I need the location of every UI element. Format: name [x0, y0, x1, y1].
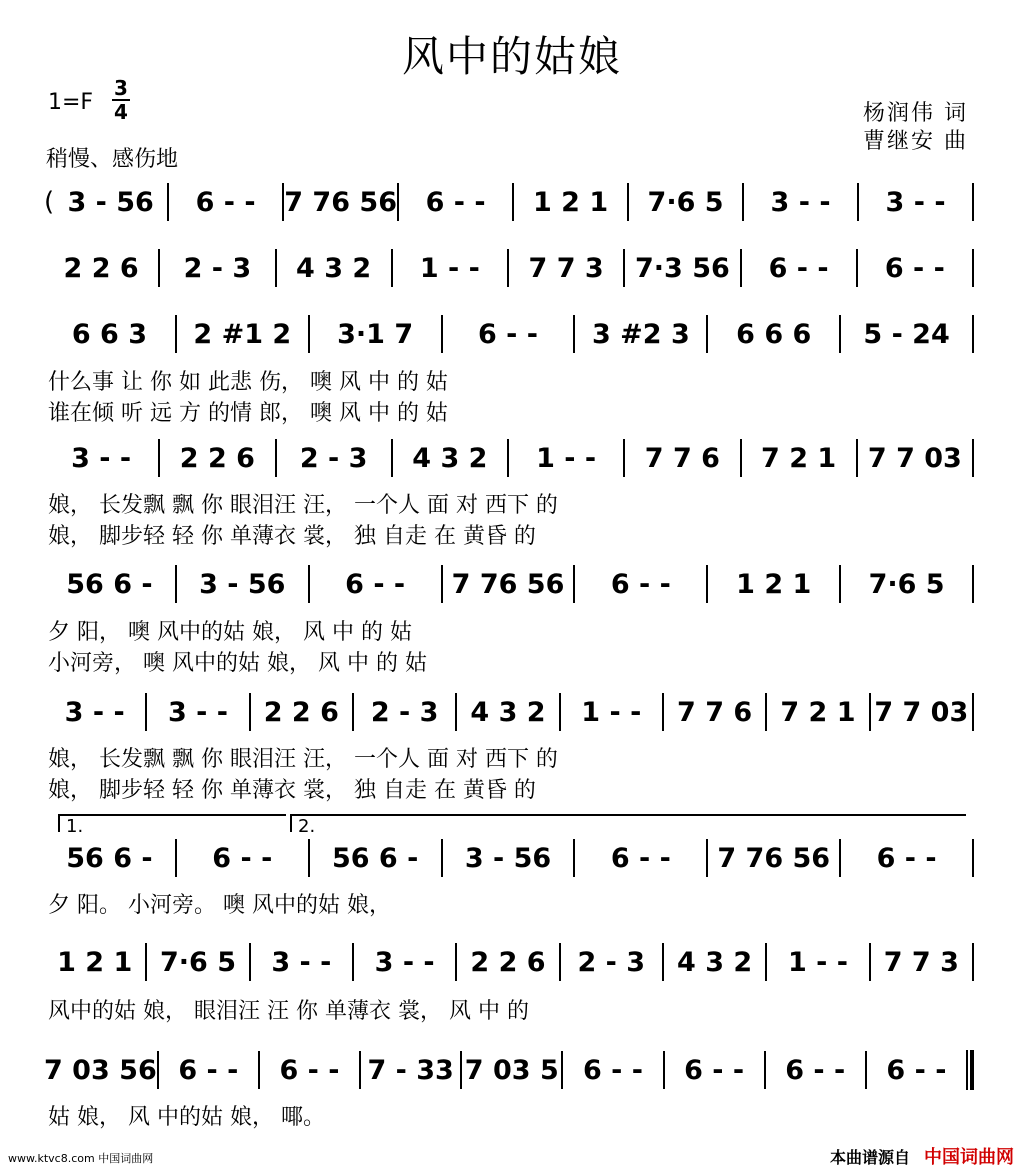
measure: 6 - -	[212, 842, 273, 874]
open-paren: (	[44, 187, 55, 217]
measure: 6 - -	[478, 318, 538, 350]
measure: 2 - 3	[299, 442, 368, 474]
measure: 2 - 3	[577, 946, 646, 978]
volta-second-ending	[290, 814, 966, 837]
barline	[972, 183, 974, 221]
volta-first-ending	[58, 814, 286, 837]
score-row-6	[44, 690, 974, 734]
lyric-line-5b: 小河旁， 噢 风中的姑 娘， 风 中 的 姑	[48, 651, 427, 676]
measure: 7 7 3	[528, 252, 604, 284]
lyric-line-6a: 娘， 长发飘 飘 你 眼泪汪 汪， 一个人 面 对 西下 的	[48, 747, 558, 772]
measure: 2 #1 2	[193, 318, 292, 350]
measure: 3 - -	[167, 696, 228, 728]
footer-source-label: 本曲谱源自	[829, 1148, 910, 1167]
measure: 1 - -	[787, 946, 848, 978]
measure: 5 - 24	[863, 318, 950, 350]
measure: 6 - -	[582, 1054, 643, 1086]
time-sig-bottom: 4	[114, 100, 128, 124]
lyric-line-5a: 夕 阳， 噢 风中的姑 娘， 风 中 的 姑	[48, 620, 412, 645]
score-row-3	[44, 312, 974, 356]
measure: 7 7 03	[867, 442, 962, 474]
measure: 6 - -	[425, 186, 486, 218]
measure: 7 7 03	[874, 696, 969, 728]
lyric-line-3a: 什么事 让 你 如 此悲 伤， 噢 风 中 的 姑	[48, 370, 448, 395]
measure: 1 - -	[536, 442, 597, 474]
measure: 1 - -	[419, 252, 480, 284]
measure: 3 - 56	[67, 186, 154, 218]
measure: 6 - -	[886, 1054, 947, 1086]
measure: 4 3 2	[296, 252, 372, 284]
barline	[972, 839, 974, 877]
lyric-line-9a: 姑 娘， 风 中的姑 娘， 㖿。	[48, 1105, 325, 1130]
measure: 3 - -	[885, 186, 946, 218]
measure: 2 2 6	[263, 696, 339, 728]
score-row-1	[44, 180, 974, 224]
measure: 3 - -	[64, 696, 125, 728]
score-row-2	[44, 246, 974, 290]
measure: 7·6 5	[647, 186, 724, 218]
page-title: 风中的姑娘	[401, 32, 622, 81]
measure: 6 - -	[876, 842, 937, 874]
measure: 6 - -	[684, 1054, 745, 1086]
score-row-7	[44, 836, 974, 880]
measure: 7 03 5	[464, 1054, 559, 1086]
measure: 7 2 1	[780, 696, 856, 728]
measure: 2 - 3	[183, 252, 252, 284]
key-signature: 1=F	[48, 90, 94, 115]
score-row-9	[44, 1048, 974, 1092]
lyric-line-4a: 娘， 长发飘 飘 你 眼泪汪 汪， 一个人 面 对 西下 的	[48, 493, 558, 518]
measure: 2 - 3	[370, 696, 439, 728]
lyricist-credit: 杨润伟 词	[863, 101, 968, 126]
measure: 7 76 56	[717, 842, 831, 874]
measure: 7·3 56	[634, 252, 730, 284]
measure: 56 6 -	[66, 568, 153, 600]
composer-credit: 曹继安 曲	[863, 129, 968, 154]
measure: 3 #2 3	[591, 318, 690, 350]
measure: 6 - -	[610, 842, 671, 874]
lyric-line-4b: 娘， 脚步轻 轻 你 单薄衣 裳， 独 自走 在 黄昏 的	[48, 524, 536, 549]
measure: 7 7 3	[883, 946, 959, 978]
measure: 7 76 56	[451, 568, 565, 600]
measure: 3·1 7	[337, 318, 414, 350]
measure: 3 - 56	[464, 842, 552, 874]
measure: 6 - -	[610, 568, 671, 600]
measure: 7 7 6	[677, 696, 753, 728]
lyric-line-6b: 娘， 脚步轻 轻 你 单薄衣 裳， 独 自走 在 黄昏 的	[48, 778, 536, 803]
measure: 2 2 6	[63, 252, 139, 284]
score-row-8	[44, 940, 974, 984]
measure: 6 6 6	[736, 318, 812, 350]
measure: 6 - -	[178, 1054, 239, 1086]
measure: 2 2 6	[179, 442, 255, 474]
measure: 7 7 6	[644, 442, 720, 474]
barline	[972, 565, 974, 603]
barline	[972, 943, 974, 981]
measure: 6 - -	[279, 1054, 340, 1086]
measure: 3 - -	[374, 946, 435, 978]
barline	[972, 249, 974, 287]
score-row-5	[44, 562, 974, 606]
measure: 4 3 2	[412, 442, 488, 474]
measure: 7 - 33	[367, 1054, 454, 1086]
footer-site-name: 中国词曲网	[924, 1147, 1014, 1168]
measure: 7·6 5	[868, 568, 945, 600]
measure: 6 - -	[884, 252, 945, 284]
measure: 2 2 6	[470, 946, 546, 978]
measure: 1 - -	[581, 696, 642, 728]
measure: 3 - 56	[199, 568, 286, 600]
time-signature	[112, 78, 130, 122]
final-barline	[966, 1050, 974, 1090]
measure: 6 - -	[345, 568, 406, 600]
measure: 1 2 1	[533, 186, 609, 218]
barline	[972, 315, 974, 353]
measure: 56 6 -	[331, 842, 419, 874]
measure: 56 6 -	[66, 842, 153, 874]
lyric-line-8a: 风中的姑 娘， 眼泪汪 汪 你 单薄衣 裳， 风 中 的	[48, 999, 529, 1024]
lyric-line-7a: 夕 阳。 小河旁。 噢 风中的姑 娘，	[48, 893, 391, 918]
measure: 7 76 56	[284, 186, 397, 218]
time-sig-top: 3	[114, 76, 128, 100]
lyric-line-3b: 谁在倾 听 远 方 的情 郎， 噢 风 中 的 姑	[48, 401, 448, 426]
measure: 7 03 56	[44, 1054, 157, 1086]
volta-first-label: 1.	[66, 816, 84, 837]
measure: 6 - -	[195, 186, 256, 218]
measure: 4 3 2	[470, 696, 546, 728]
measure: 6 - -	[768, 252, 829, 284]
measure: 3 - -	[770, 186, 831, 218]
measure: 3 - -	[271, 946, 332, 978]
measure: 6 - -	[785, 1054, 846, 1086]
measure: 7·6 5	[159, 946, 236, 978]
footer-source	[830, 1143, 1014, 1169]
footer-site-url: www.ktvc8.com 中国词曲网	[8, 1152, 154, 1165]
measure: 7 2 1	[761, 442, 837, 474]
volta-second-label: 2.	[298, 816, 316, 837]
measure: 1 2 1	[57, 946, 133, 978]
barline	[972, 693, 974, 731]
measure: 4 3 2	[677, 946, 753, 978]
measure: 3 - -	[71, 442, 132, 474]
measure: 1 2 1	[736, 568, 812, 600]
score-row-4	[44, 436, 974, 480]
barline	[972, 439, 974, 477]
tempo-marking: 稍慢、感伤地	[46, 147, 179, 172]
measure: 6 6 3	[71, 318, 148, 350]
